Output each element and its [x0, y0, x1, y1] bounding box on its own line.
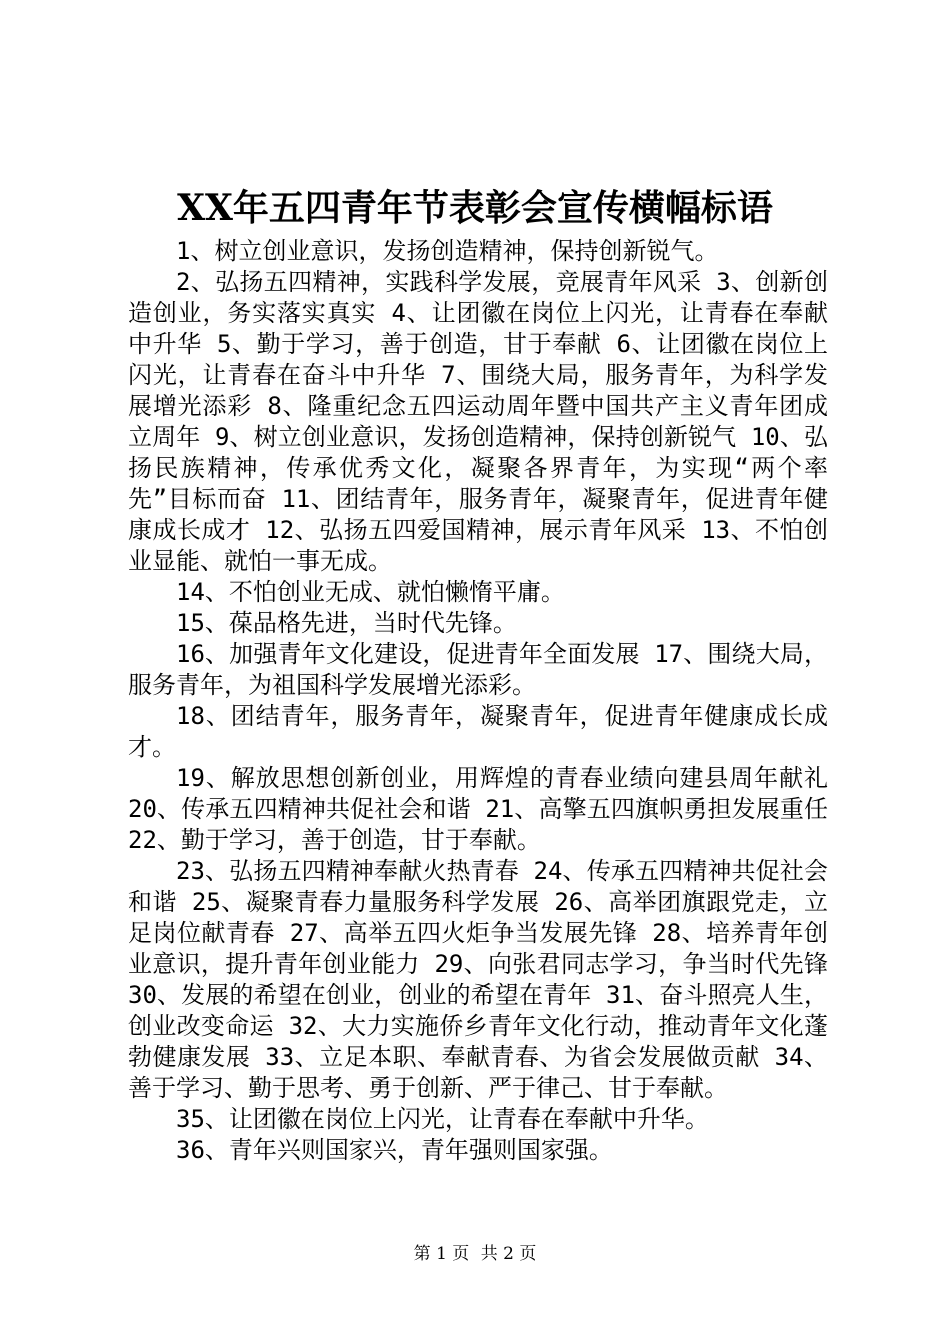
paragraph: 23、弘扬五四精神奉献火热青春 24、传承五四精神共促社会和谐 25、凝聚青春力量服务科学发展 26、高举团旗跟党走，立足岗位献青春 27、高举五四火炬争当发展先锋 28、培养青年创业意识，提升青年创业能力 29、向张君同志学习，争当时代先锋 30、发展的希望在创业，创业的希望在青年 31、奋斗照亮人生，创业改变命运 32、大力实施侨乡青年文化行动，推动青年文化蓬勃健康发展 33、立足本职、奉献青春、为省会发展做贡献 34、善于学习、勤于思考、勇于创新、严于律己、甘于奉献。: [128, 857, 828, 1102]
page-total: 共 2 页: [480, 1244, 537, 1264]
paragraph: 2、弘扬五四精神，实践科学发展，竞展青年风采 3、创新创造创业，务实落实真实 4、让团徽在岗位上闪光，让青春在奉献中升华 5、勤于学习，善于创造，甘于奉献 6、让团徽在岗位上闪光，让青春在奋斗中升华 7、围绕大局，服务青年，为科学发展增光添彩 8、隆重纪念五四运动周年暨中国共产主义青年团成立周年 9、树立创业意识，发扬创造精神，保持创新锐气 10、弘扬民族精神，传承优秀文化，凝聚各界青年，为实现“两个率先”目标而奋 11、团结青年，服务青年，凝聚青年，促进青年健康成长成才 12、弘扬五四爱国精神，展示青年风采 13、不怕创业显能、就怕一事无成。: [128, 268, 828, 575]
paragraph: 16、加强青年文化建设，促进青年全面发展 17、围绕大局，服务青年，为祖国科学发展增光添彩。: [128, 640, 828, 699]
paragraph: 1、树立创业意识，发扬创造精神，保持创新锐气。: [176, 237, 719, 265]
page-number: 第 1 页: [413, 1244, 470, 1264]
document-body: [128, 236, 828, 1166]
paragraph: 19、解放思想创新创业，用辉煌的青春业绩向建县周年献礼 20、传承五四精神共促社会和谐 21、高擎五四旗帜勇担发展重任 22、勤于学习，善于创造，甘于奉献。: [128, 764, 828, 854]
page-footer: [0, 1243, 950, 1265]
paragraph: 14、不怕创业无成、就怕懒惰平庸。: [176, 578, 565, 606]
paragraph: 36、青年兴则国家兴，青年强则国家强。: [176, 1136, 613, 1164]
document-title: XX年五四青年节表彰会宣传横幅标语: [177, 187, 773, 229]
paragraph: 18、团结青年，服务青年，凝聚青年，促进青年健康成长成才。: [128, 702, 828, 761]
paragraph: 35、让团徽在岗位上闪光，让青春在奉献中升华。: [176, 1105, 709, 1133]
paragraph: 15、葆品格先进，当时代先锋。: [176, 609, 517, 637]
